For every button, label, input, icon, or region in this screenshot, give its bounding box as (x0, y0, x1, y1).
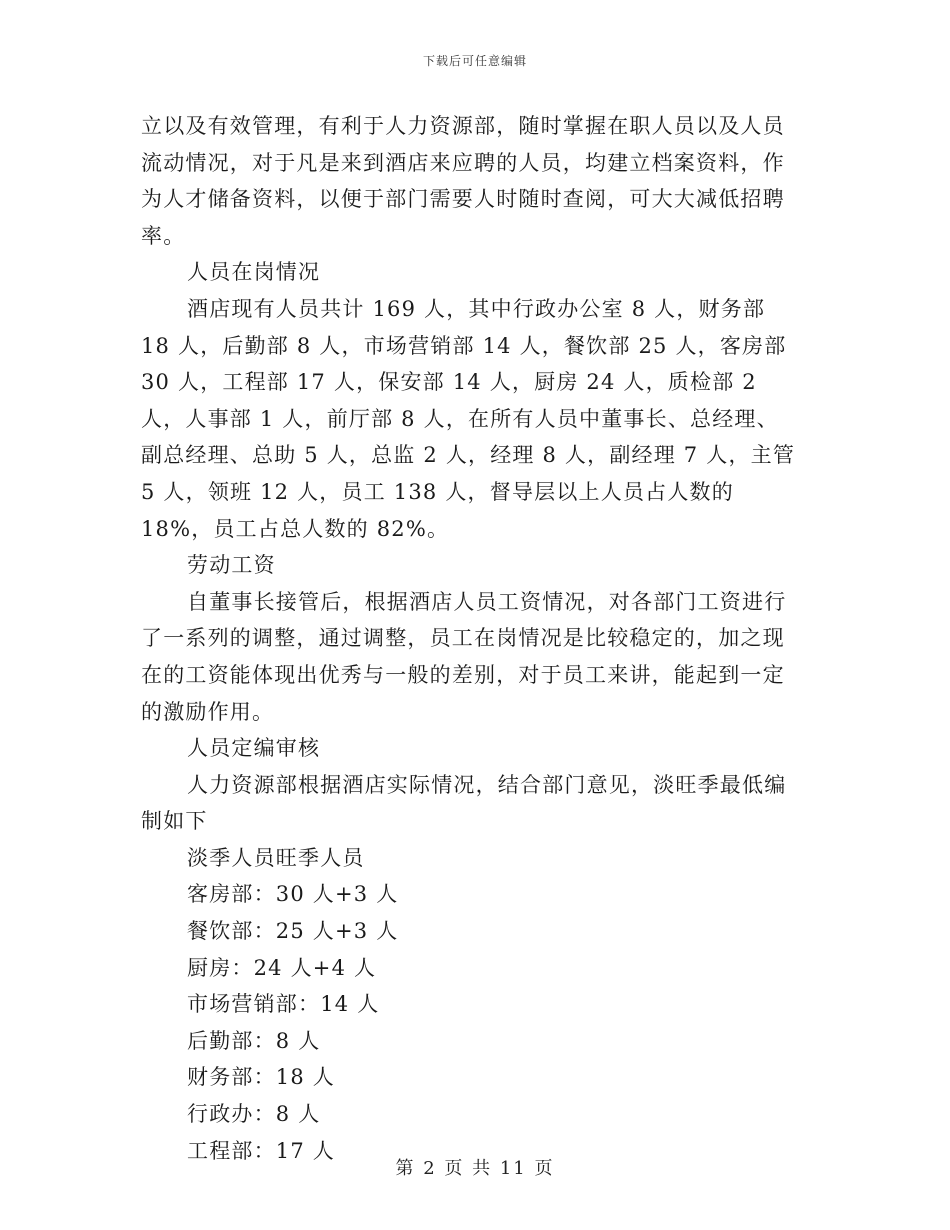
staffing-list-item: 餐饮部：25 人+3 人 (187, 919, 399, 944)
paragraph-staff-on-duty: 酒店现有人员共计 169 人，其中行政办公室 8 人，财务部 18 人，后勤部 8 人，市场营销部 14 人，餐饮部 25 人，客房部 30 人，工程部 17 人，保安部 14 人，厨房 24 人，质检部 2 人，人事部 1 人，前厅部 8 人，在所有人员中董事长、总经理、副总经理、总助 5 人，总监 2 人，经理 8 人，副经理 7 人，主管 5 人，领班 12 人，员工 138 人，督导层以上人员占人数的 18%，员工占总人数的 82%。 (141, 296, 796, 541)
staffing-list-item: 行政办：8 人 (187, 1102, 321, 1127)
page-number-footer: 第 2 页 共 11 页 (395, 1158, 555, 1179)
paragraph-staffing-review: 人力资源部根据酒店实际情况，结合部门意见，淡旺季最低编制如下 (141, 772, 787, 834)
staffing-list-item: 财务部：18 人 (187, 1065, 335, 1090)
section-heading-staffing-review: 人员定编审核 (187, 736, 321, 761)
document-body (141, 108, 801, 1169)
staffing-list-item: 客房部：30 人+3 人 (187, 882, 399, 907)
page-header: 下载后可任意编辑 (422, 54, 527, 68)
staffing-list-item: 市场营销部：14 人 (187, 992, 380, 1017)
paragraph-archive-management: 立以及有效管理，有利于人力资源部，随时掌握在职人员以及人员流动情况，对于凡是来到酒店来应聘的人员，均建立档案资料，作为人才储备资料，以便于部门需要人时随时查阅，可大大减低招聘率。 (141, 114, 785, 248)
staffing-list-item: 厨房：24 人+4 人 (187, 955, 377, 980)
section-heading-labor-wages: 劳动工资 (187, 553, 276, 578)
section-heading-staff-on-duty: 人员在岗情况 (187, 260, 321, 285)
paragraph-labor-wages: 自董事长接管后，根据酒店人员工资情况，对各部门工资进行了一系列的调整，通过调整，员工在岗情况是比较稳定的，加之现在的工资能体现出优秀与一般的差别，对于员工来讲，能起到一定的激励作用。 (141, 589, 787, 724)
staffing-list-item: 工程部：17 人 (187, 1138, 335, 1163)
staffing-list-heading: 淡季人员旺季人员 (187, 845, 365, 870)
staffing-list-item: 后勤部：8 人 (187, 1028, 321, 1053)
